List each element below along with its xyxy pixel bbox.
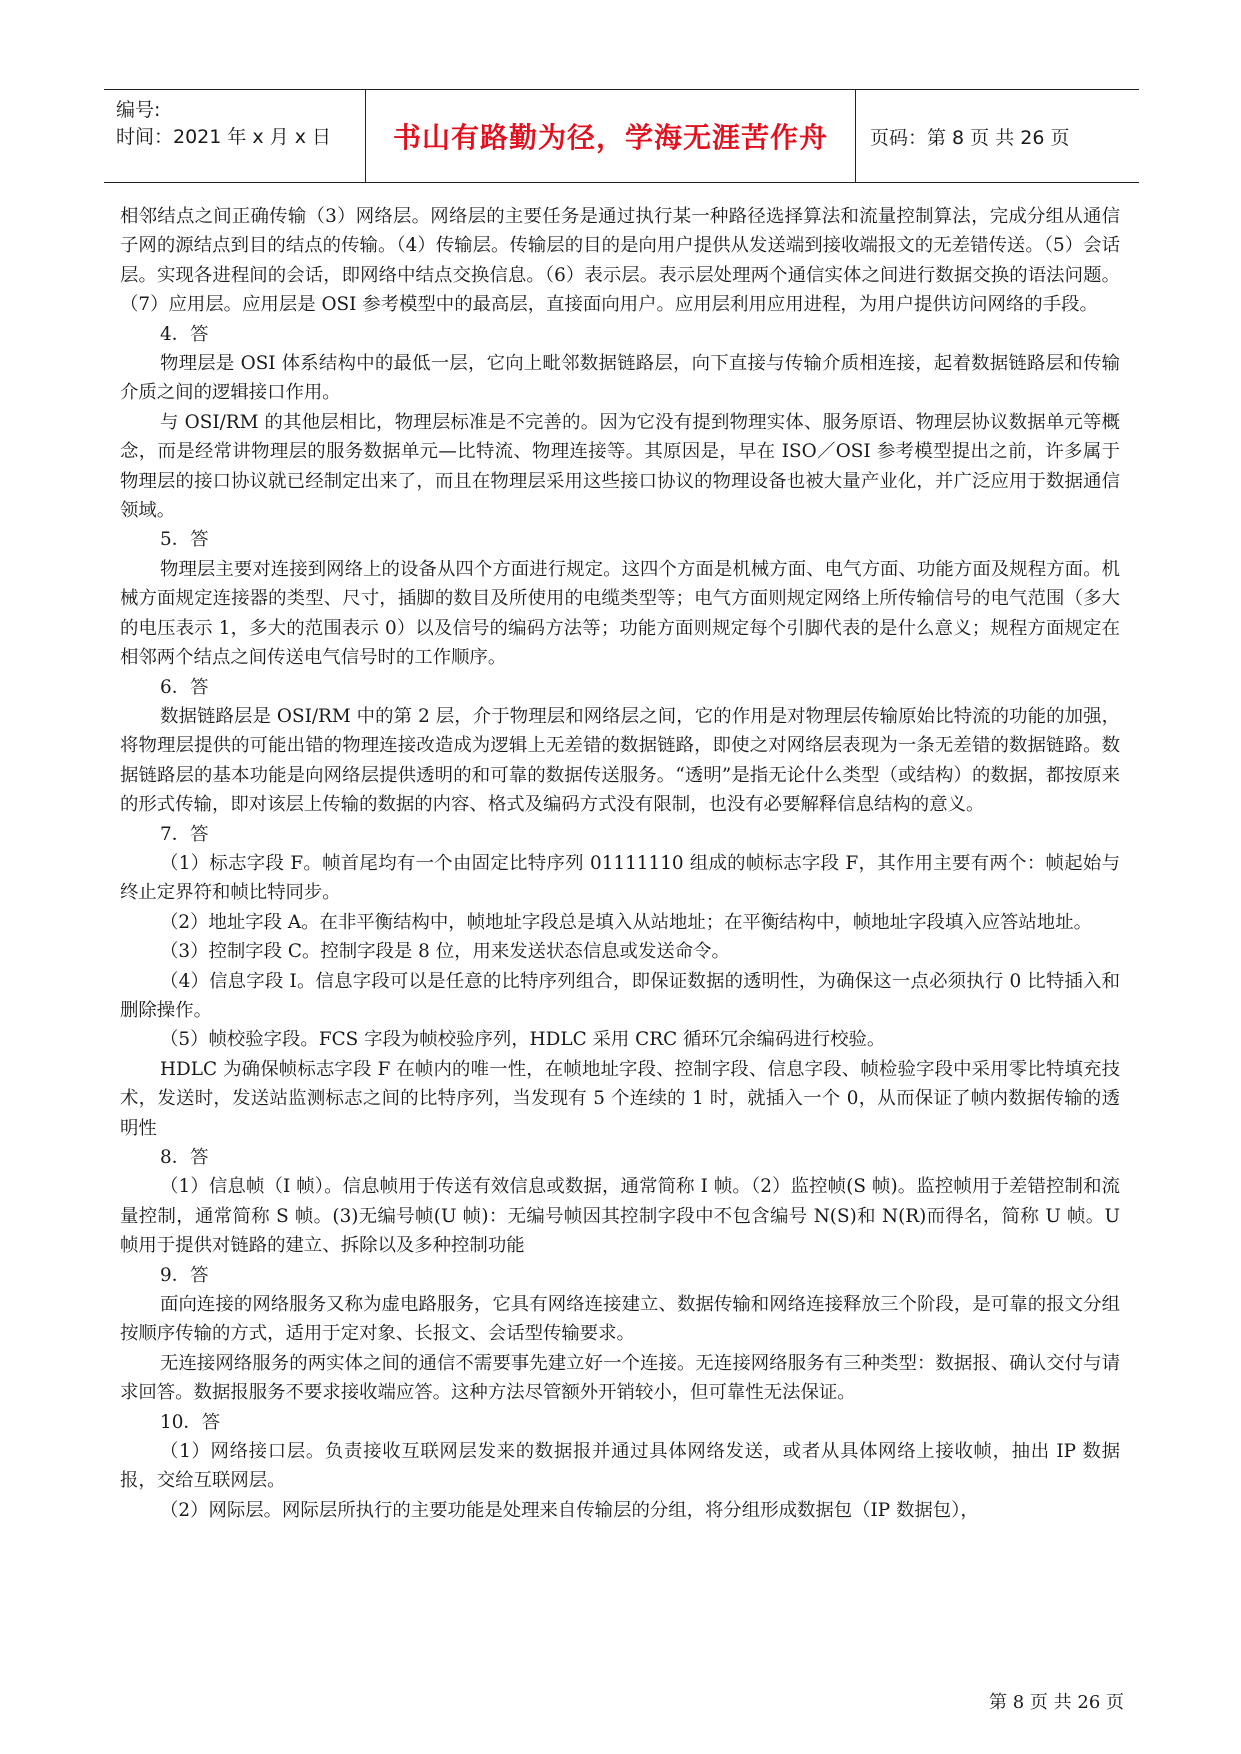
paragraph: （1）标志字段 F。帧首尾均有一个由固定比特序列 01111110 组成的帧标志字段 F，其作用主要有两个：帧起始与终止定界符和帧比特同步。 xyxy=(120,852,1120,904)
header-page-info: 页码：第 8 页 共 26 页 xyxy=(870,126,1070,149)
paragraph: （1）网络接口层。负责接收互联网层发来的数据报并通过具体网络发送，或者从具体网络上接收帧，抽出 IP 数据报，交给互联网层。 xyxy=(120,1441,1120,1492)
paragraph: 物理层主要对连接到网络上的设备从四个方面进行规定。这四个方面是机械方面、电气方面、功能方面及规程方面。机械方面规定连接器的类型、尺寸，插脚的数目及所使用的电缆类型等；电气方面则规定网络上所传输信号的电气范围（多大的电压表示 1，多大的范围表示 0）以及信号的编码方法等；功能方面则规定每个引脚代表的是什么意义；规程方面规定在相邻两个结点之间传送电气信号时的工作顺序。 xyxy=(120,558,1120,669)
document-time-label: 时间：2021 年 x 月 x 日 xyxy=(116,126,332,148)
paragraph: （1）信息帧（I 帧）。信息帧用于传送有效信息或数据，通常简称 I 帧。（2）监控帧(S 帧)。监控帧用于差错控制和流量控制，通常简称 S 帧。(3)无编号帧(U 帧)：无编号帧因其控制字段中不包含编号 N(S)和 N(R)而得名，简称 U 帧。U 帧用于提供对链路的建立、拆除以及多种控制功能 xyxy=(120,1176,1120,1257)
paragraph: 与 OSI/RM 的其他层相比，物理层标准是不完善的。因为它没有提到物理实体、服务原语、物理层协议数据单元等概念，而是经常讲物理层的服务数据单元—比特流、物理连接等。其原因是，早在 ISO／OSI 参考模型提出之前，许多属于物理层的接口协议就已经制定出来了，而且在物理层采用这些接口协议的物理设备也被大量产业化，并广泛应用于数据通信领域。 xyxy=(120,411,1120,522)
paragraph: （2）网际层。网际层所执行的主要功能是处理来自传输层的分组，将分组形成数据包（IP 数据包）， xyxy=(160,1499,979,1521)
answer-number: 4．答 xyxy=(160,323,209,345)
answer-number: 7．答 xyxy=(160,823,209,845)
paragraph: （2）地址字段 A。在非平衡结构中，帧地址字段总是填入从站地址；在平衡结构中，帧地址字段填入应答站地址。 xyxy=(160,911,1092,933)
answer-number: 6．答 xyxy=(160,676,209,698)
answer-number: 8．答 xyxy=(160,1147,209,1168)
paragraph: 相邻结点之间正确传输（3）网络层。网络层的主要任务是通过执行某一种路径选择算法和流量控制算法，完成分组从通信子网的源结点到目的结点的传输。（4）传输层。传输层的目的是向用户提供从发送端到接收端报文的无差错传送。（5）会话层。实现各进程间的会话，即网络中结点交换信息。（6）表示层。表示层处理两个通信实体之间进行数据交换的语法问题。（7）应用层。应用层是 OSI 参考模型中的最高层，直接面向用户。应用层利用应用进程，为用户提供访问网络的手段。 xyxy=(120,206,1120,316)
page-footer: 第 8 页 共 26 页 xyxy=(989,1692,1124,1713)
answer-number: 5．答 xyxy=(160,529,209,551)
document-number-label: 编号: xyxy=(116,99,161,121)
body-text xyxy=(120,202,1120,1525)
header-motto-cell xyxy=(366,90,856,182)
paragraph: （5）帧校验字段。FCS 字段为帧校验序列，HDLC 采用 CRC 循环冗余编码进行校验。 xyxy=(160,1029,886,1051)
header-page-cell xyxy=(856,90,1139,182)
answer-number: 10．答 xyxy=(160,1411,221,1433)
paragraph: 面向连接的网络服务又称为虚电路服务，它具有网络连接建立、数据传输和网络连接释放三个阶段，是可靠的报文分组按顺序传输的方式，适用于定对象、长报文、会话型传输要求。 xyxy=(120,1294,1120,1345)
paragraph: HDLC 为确保帧标志字段 F 在帧内的唯一性，在帧地址字段、控制字段、信息字段、帧检验字段中采用零比特填充技术，发送时，发送站监测标志之间的比特序列，当发现有 5 个连续的 1 时，就插入一个 0，从而保证了帧内数据传输的透明性 xyxy=(120,1058,1120,1139)
paragraph: 物理层是 OSI 体系结构中的最低一层，它向上毗邻数据链路层，向下直接与传输介质相连接，起着数据链路层和传输介质之间的逻辑接口作用。 xyxy=(120,353,1120,404)
paragraph: 无连接网络服务的两实体之间的通信不需要事先建立好一个连接。无连接网络服务有三种类型：数据报、确认交付与请求回答。数据报服务不要求接收端应答。这种方法尽管额外开销较小，但可靠性无法保证。 xyxy=(120,1352,1120,1404)
answer-number: 9．答 xyxy=(160,1264,209,1286)
paragraph: （4）信息字段 I。信息字段可以是任意的比特序列组合，即保证数据的透明性，为确保这一点必须执行 0 比特插入和删除操作。 xyxy=(120,970,1120,1021)
paragraph: （3）控制字段 C。控制字段是 8 位，用来发送状态信息或发送命令。 xyxy=(160,941,730,963)
page-header xyxy=(104,89,1139,183)
paragraph: 数据链路层是 OSI/RM 中的第 2 层，介于物理层和网络层之间，它的作用是对物理层传输原始比特流的功能的加强，将物理层提供的可能出错的物理连接改造成为逻辑上无差错的数据链路，即使之对网络层表现为一条无差错的数据链路。数据链路层的基本功能是向网络层提供透明的和可靠的数据传送服务。“透明”是指无论什么类型（或结构）的数据，都按原来的形式传输，即对该层上传输的数据的内容、格式及编码方式没有限制，也没有必要解释信息结构的意义。 xyxy=(120,705,1120,816)
header-left-cell xyxy=(104,90,366,182)
header-motto: 书山有路勤为径，学海无涯苦作舟 xyxy=(392,121,828,154)
